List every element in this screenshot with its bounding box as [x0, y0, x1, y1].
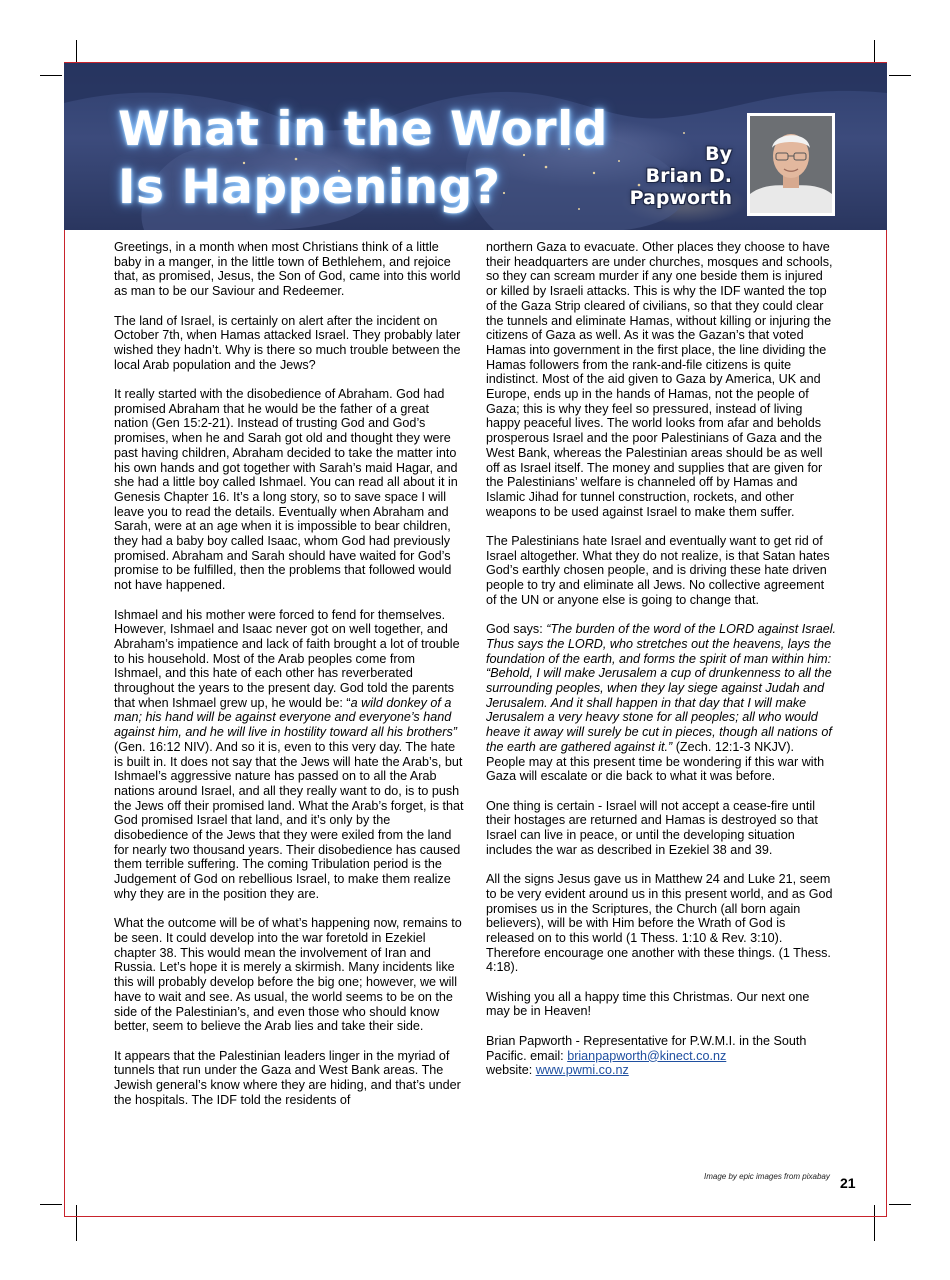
crop-mark — [40, 1204, 62, 1205]
byline-by: By — [705, 143, 732, 165]
crop-mark — [889, 75, 911, 76]
paragraph: Greetings, in a month when most Christians think of a little baby in a manger, in the little town of Bethlehem, and rejoice that, as promised, Jesus, the Son of God, came into this world as man to be our Saviour and Redeemer. — [114, 240, 461, 299]
article-column-right — [486, 240, 836, 1093]
signoff-text: Brian Papworth - Representative for P.W.M.I. in the South Pacific. email: — [486, 1033, 807, 1063]
paragraph: The Palestinians hate Israel and eventually want to get rid of Israel altogether. What they do not realize, is that Satan hates God’s earthly chosen people, and is driving these hate driven people to try and eliminate all Jews. No collective agreement of the UN or anyone else is going to change that. — [486, 534, 830, 607]
author-portrait-graphic — [750, 116, 832, 213]
page-number: 21 — [840, 1175, 856, 1191]
title-line-2: Is Happening? — [118, 160, 501, 215]
paragraph: The land of Israel, is certainly on alert after the incident on October 7th, when Hamas attacked Israel. They probably later wished they hadn’t. Why is there so much trouble between the local Arab population and the Jews? — [114, 313, 461, 372]
paragraph: What the outcome will be of what’s happening now, remains to be seen. It could develop into the war foretold in Ezekiel chapter 38. This would mean the involvement of Iran and Russia. Let’s hope it is merely a skirmish. Many incidents like this will probably develop before the big one; however, we will have to wait and see. As usual, the world seems to be on the side of the Palestinian’s, and even those who should know better, seem to believe the Arab lies and take their side. — [114, 916, 462, 1034]
scripture-quote: “The burden of the word of the LORD against Israel. Thus says the LORD, who stretches out the heavens, lays the foundation of the earth, and forms the spirit of man within him: “Behold, I will make Jerusalem a cup of drunkenness to all the surrounding peoples, when they lay siege against Judah and Jerusalem. And it shall happen in that day that I will make Jerusalem a very heavy stone for all peoples; all who would heave it away will surely be cut in pieces, though all nations of the earth are gathered against it.” — [486, 622, 837, 754]
crop-mark — [40, 75, 62, 76]
email-link[interactable]: brianpapworth@kinect.co.nz — [567, 1048, 727, 1063]
website-label: website: — [486, 1063, 536, 1078]
paragraph: All the signs Jesus gave us in Matthew 24 and Luke 21, seem to be very evident around us in this present world, and as God promises us in the Scriptures, the Church (all born again believers), will be with Him before the Wrath of God is released on to this world (1 Thess. 1:10 & Rev. 3:10). Therefore encourage one another with these things. (1 Thess. 4:18). — [486, 872, 833, 975]
article-column-left — [114, 240, 464, 1122]
paragraph-text: Ishmael and his mother were forced to fend for themselves. However, Ishmael and Isaac never got on well together, and Abraham’s impatience and lack of faith brought a lot of trouble to his household. Most of the Arab peoples come from Ishmael, and this hate of each other has reverberated throughout the years to the present day. God told the parents that when Ishmael grew up, he would be: “ — [114, 607, 460, 710]
crop-mark — [889, 1204, 911, 1205]
paragraph — [486, 622, 836, 784]
author-byline — [630, 143, 732, 209]
website-link[interactable]: www.pwmi.co.nz — [535, 1063, 629, 1078]
title-line-1: What in the World — [118, 102, 608, 157]
paragraph: northern Gaza to evacuate. Other places they choose to have their headquarters are under churches, mosques and schools, so they can scream murder if any one beside them is injured or killed by Israeli attacks. This is why the IDF wanted the top of the Gaza Strip cleared of civilians, so that they could clear the tunnels and eliminate Hamas, without killing or injuring the citizens of Gaza as well. As it was the Gazan’s that voted Hamas into government in the first place, the line dividing the Hamas followers from the rank-and-file citizens is quite indistinct. Most of the aid given to Gaza by America, UK and Europe, ends up in the hands of Hamas, not the people of Gaza; this is why they feel so pressured, instead of living happy peaceful lives. The world looks from afar and beholds prosperous Israel and the poor Palestinians of Gaza and the West Bank, whereas the Palestinian areas should be as well off as Israel itself. The money and supplies that are given for the Palestinians’ welfare is channeled off by Hamas and Islamic Jihad for tunnel construction, rockets, and other weapons to be used against Israel to make them suffer. — [486, 240, 833, 519]
paragraph-text: (Zech. 12:1-3 NKJV). People may at this present time be wondering if this war with Gaza will escalate or die back to what it was before. — [486, 739, 825, 784]
paragraph: It appears that the Palestinian leaders linger in the myriad of tunnels that run under the Gaza and West Bank areas. The Jewish general’s know where they are hiding, and that’s under the hospitals. The IDF told the residents of — [114, 1048, 461, 1107]
signoff-paragraph — [486, 1034, 836, 1078]
byline-name-line-2: Papworth — [629, 187, 732, 209]
scripture-quote: a wild donkey of a man; his hand will be against everyone and everyone’s hand against him, and he will live in hostility toward all his brothers” — [114, 695, 457, 740]
paragraph-text: (Gen. 16:12 NIV). And so it is, even to this very day. The hate is built in. It does not say that the Jews will hate the Arab’s, but Ishmael’s aggressive nature has passed on to all the Arab nations around Israel, and all they really want to do, is to push the Jews off their promised land. What the Arab’s forget, is that God promised Israel that land, and it’s only by the disobedience of the Jews that they were exiled from the land for nearly two thousand years. Their disobedience has caused them terrible suffering. The coming Tribulation period is the Judgement of God on rebellious Israel, to make them realize why they are in the position they are. — [114, 739, 464, 901]
paragraph: It really started with the disobedience of Abraham. God had promised Abraham that he would be the father of a great nation (Gen 15:2-21). Instead of trusting God and God’s promises, when he and Sarah got old and thought they were past having children, Abraham decided to take the matter into his own hands and got together with Sarah’s maid Hagar, and she had a little boy called Ishmael. You can read all about it in Genesis Chapter 16. It’s a long story, so to save space I will leave you to read the details. Eventually when Abraham and Sarah, were at an age when it is impossible to bear children, they had a baby boy called Isaac, whom God had previously promised. Abraham and Sarah should have waited for God’s promise to be fulfilled, then the problems that followed would not have happened. — [114, 387, 458, 593]
paragraph: Wishing you all a happy time this Christmas. Our next one may be in Heaven! — [486, 989, 810, 1019]
paragraph: One thing is certain - Israel will not accept a cease-fire until their hostages are returned and Hamas is destroyed so that Israel can live in peace, or until the developing situation includes the war as described in Ezekiel 38 and 39. — [486, 798, 818, 857]
header-banner — [64, 63, 887, 230]
paragraph — [114, 608, 464, 902]
paragraph-text: God says: — [486, 622, 547, 637]
byline-name-line-1: Brian D. — [645, 165, 732, 187]
author-photo — [747, 113, 835, 216]
article-title — [118, 101, 608, 217]
image-credit: Image by epic images from pixabay — [704, 1172, 830, 1181]
